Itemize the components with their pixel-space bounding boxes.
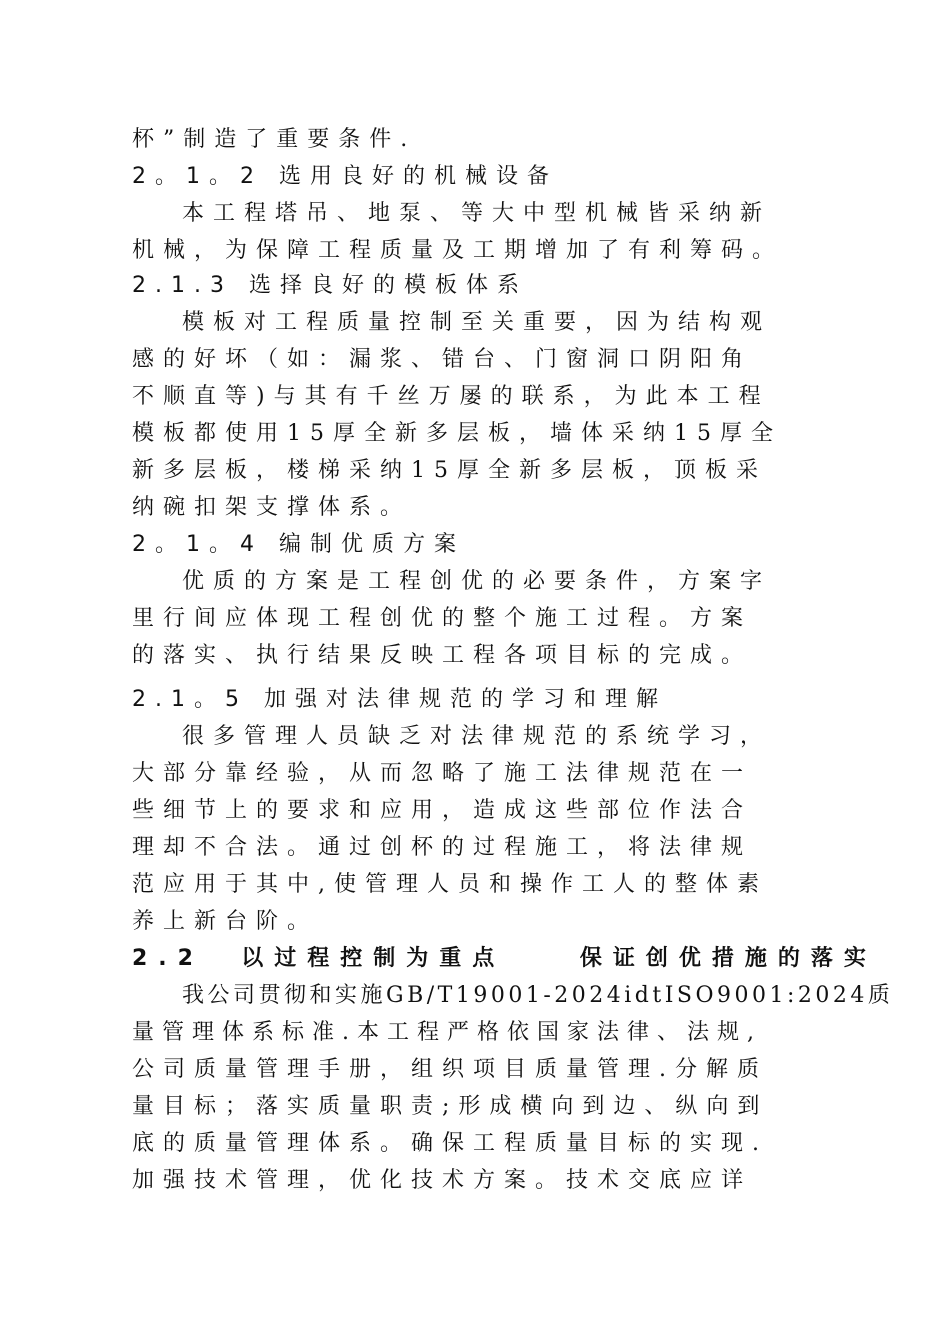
- paragraph-line: 量目标；落实质量职责;形成横向到边、纵向到: [132, 1094, 769, 1119]
- paragraph-line: 优质的方案是工程创优的必要条件，方案字: [182, 569, 772, 594]
- section-heading-2-2: 2.2 以过程控制为重点 保证创优措施的落实: [132, 946, 877, 971]
- paragraph-line: 些细节上的要求和应用，造成这些部位作法合: [132, 798, 753, 823]
- paragraph-line: 新多层板，楼梯采纳15厚全新多层板，顶板采: [132, 458, 767, 483]
- paragraph-line: 感的好坏（如：漏浆、错台、门窗洞口阴阳角: [132, 347, 753, 372]
- paragraph-line: 加强技术管理，优化技术方案。技术交底应详: [132, 1168, 753, 1193]
- section-heading-2-1-5: 2.1。5 加强对法律规范的学习和理解: [132, 687, 667, 712]
- section-heading-2-1-2: 2。1。2 选用良好的机械设备: [132, 164, 558, 189]
- paragraph-line: 模板对工程质量控制至关重要，因为结构观: [182, 310, 772, 335]
- paragraph-line: 很多管理人员缺乏对法律规范的系统学习，: [182, 724, 772, 749]
- paragraph-line: 量管理体系标准.本工程严格依国家法律、法规,: [132, 1020, 762, 1045]
- paragraph-line: 养上新台阶。: [132, 909, 319, 934]
- paragraph-line: 的落实、执行结果反映工程各项目标的完成。: [132, 643, 753, 668]
- paragraph-line: 本工程塔吊、地泵、等大中型机械皆采纳新: [182, 201, 772, 226]
- paragraph-line: 机械，为保障工程质量及工期增加了有利筹码。: [132, 238, 784, 263]
- paragraph-line: 我公司贯彻和实施GB/T19001-2024idtISO9001:2024质: [182, 983, 894, 1008]
- section-heading-2-1-3: 2.1.3 选择良好的模板体系: [132, 273, 528, 298]
- paragraph-line: 底的质量管理体系。确保工程质量目标的实现.: [132, 1131, 768, 1156]
- paragraph-line: 里行间应体现工程创优的整个施工过程。方案: [132, 606, 753, 631]
- paragraph-line: 范应用于其中,使管理人员和操作工人的整体素: [132, 872, 768, 897]
- paragraph-line: 不顺直等)与其有千丝万屡的联系，为此本工程: [132, 384, 770, 409]
- section-heading-2-1-4: 2。1。4 编制优质方案: [132, 532, 465, 557]
- paragraph-line: 纳碗扣架支撑体系。: [132, 495, 412, 520]
- paragraph-line: 杯”制造了重要条件.: [132, 127, 417, 152]
- paragraph-line: 理却不合法。通过创杯的过程施工，将法律规: [132, 835, 753, 860]
- paragraph-line: 模板都使用15厚全新多层板，墙体采纳15厚全: [132, 421, 782, 446]
- paragraph-line: 公司质量管理手册，组织项目质量管理.分解质: [132, 1057, 768, 1082]
- paragraph-line: 大部分靠经验，从而忽略了施工法律规范在一: [132, 761, 753, 786]
